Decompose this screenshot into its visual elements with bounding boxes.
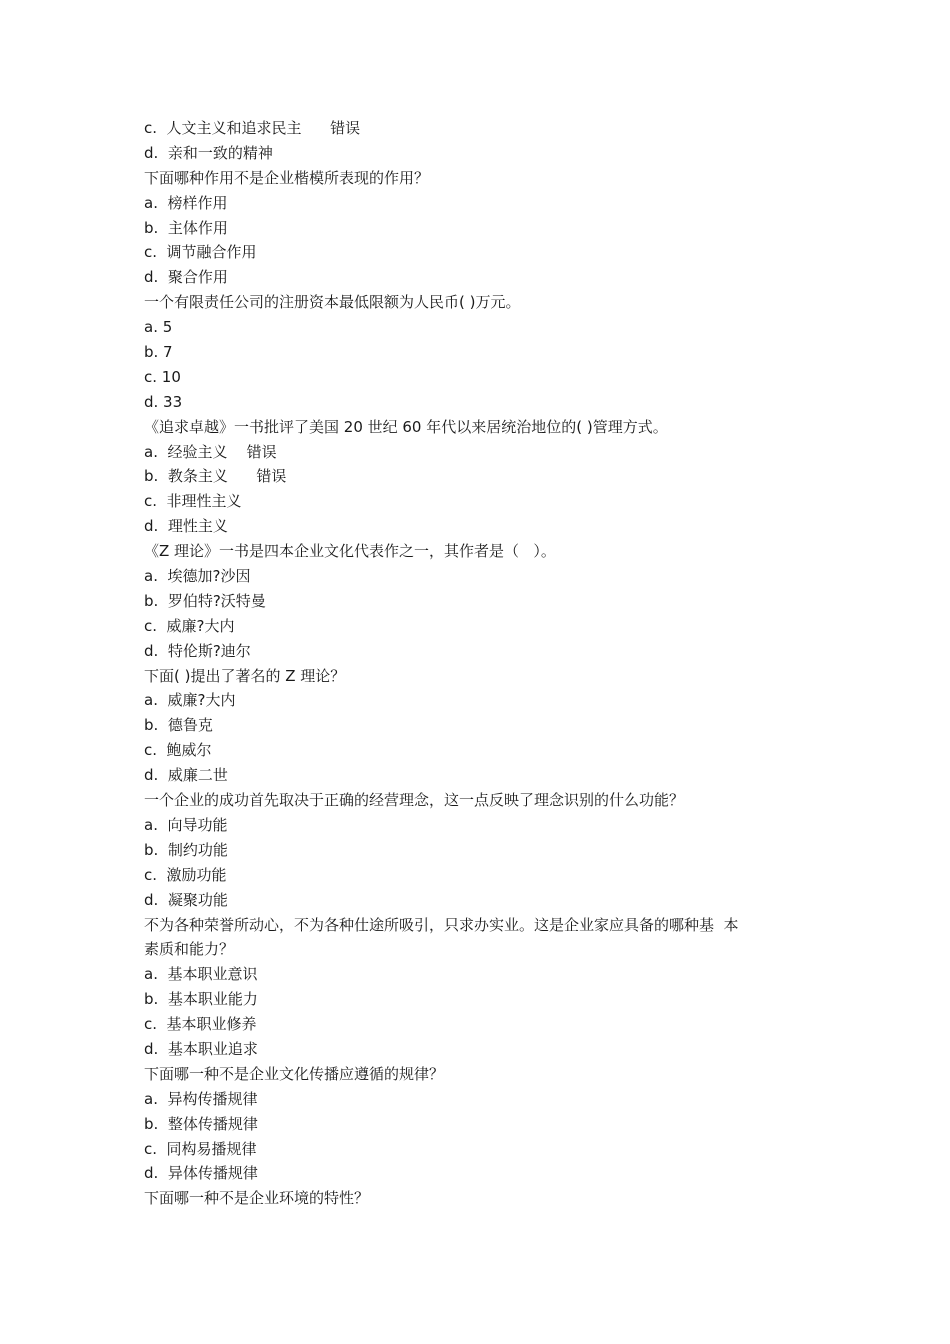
answer-option: b. 整体传播规律 — [144, 1114, 258, 1133]
question-text: 下面哪一种不是企业文化传播应遵循的规律？ — [144, 1064, 445, 1083]
answer-option: d. 威廉二世 — [144, 766, 228, 785]
answer-option: c. 非理性主义 — [144, 492, 242, 511]
answer-option: b. 7 — [144, 343, 173, 362]
answer-option: c. 调节融合作用 — [144, 243, 257, 262]
answer-option: b. 罗伯特?沃特曼 — [144, 591, 266, 610]
answer-option: a. 威廉?大内 — [144, 691, 236, 710]
answer-option: c. 基本职业修养 — [144, 1015, 257, 1034]
question-text: 下面( )提出了著名的 Z 理论？ — [144, 666, 346, 685]
answer-option: a. 异构传播规律 — [144, 1089, 258, 1108]
answer-option: d. 特伦斯?迪尔 — [144, 641, 251, 660]
question-text: 一个企业的成功首先取决于正确的经营理念，这一点反映了理念识别的什么功能？ — [144, 791, 685, 810]
answer-option: c. 威廉?大内 — [144, 616, 235, 635]
question-text: 《Z 理论》一书是四本企业文化代表作之一，其作者是（ ）。 — [144, 542, 556, 561]
answer-option: c. 鲍威尔 — [144, 741, 212, 760]
answer-option: d. 异体传播规律 — [144, 1164, 258, 1183]
answer-option: d. 基本职业追求 — [144, 1039, 258, 1058]
answer-option: c. 10 — [144, 367, 181, 386]
answer-option: c. 人文主义和追求民主 错误 — [144, 119, 361, 137]
answer-option: d. 理性主义 — [144, 517, 228, 536]
question-text: 不为各种荣誉所动心，不为各种仕途所吸引，只求办实业。这是企业家应具备的哪种基 本 — [144, 915, 739, 934]
answer-option: a. 向导功能 — [144, 815, 228, 834]
answer-option: b. 主体作用 — [144, 218, 228, 237]
answer-option: c. 同构易播规律 — [144, 1139, 257, 1158]
answer-option: b. 教条主义 错误 — [144, 467, 287, 486]
question-text: 一个有限责任公司的注册资本最低限额为人民币( )万元。 — [144, 293, 521, 312]
question-text: 素质和能力？ — [144, 940, 235, 959]
answer-option: d. 聚合作用 — [144, 268, 228, 287]
answer-option: a. 经验主义 错误 — [144, 442, 277, 461]
answer-option: d. 凝聚功能 — [144, 890, 228, 909]
question-text: 《追求卓越》一书批评了美国 20 世纪 60 年代以来居统治地位的( )管理方式。 — [144, 417, 668, 436]
answer-option: a. 埃德加?沙因 — [144, 567, 251, 586]
document-body — [144, 116, 824, 1211]
answer-option: c. 激励功能 — [144, 865, 227, 884]
answer-option: b. 制约功能 — [144, 840, 228, 859]
answer-option: d. 33 — [144, 392, 183, 411]
answer-option: b. 德鲁克 — [144, 716, 213, 735]
answer-option: a. 5 — [144, 318, 173, 337]
question-text: 下面哪一种不是企业环境的特性？ — [144, 1189, 370, 1208]
answer-option: b. 基本职业能力 — [144, 990, 258, 1009]
answer-option: a. 基本职业意识 — [144, 965, 258, 984]
question-text: 下面哪种作用不是企业楷模所表现的作用？ — [144, 168, 430, 187]
answer-option: a. 榜样作用 — [144, 193, 228, 212]
answer-option: d. 亲和一致的精神 — [144, 143, 273, 162]
